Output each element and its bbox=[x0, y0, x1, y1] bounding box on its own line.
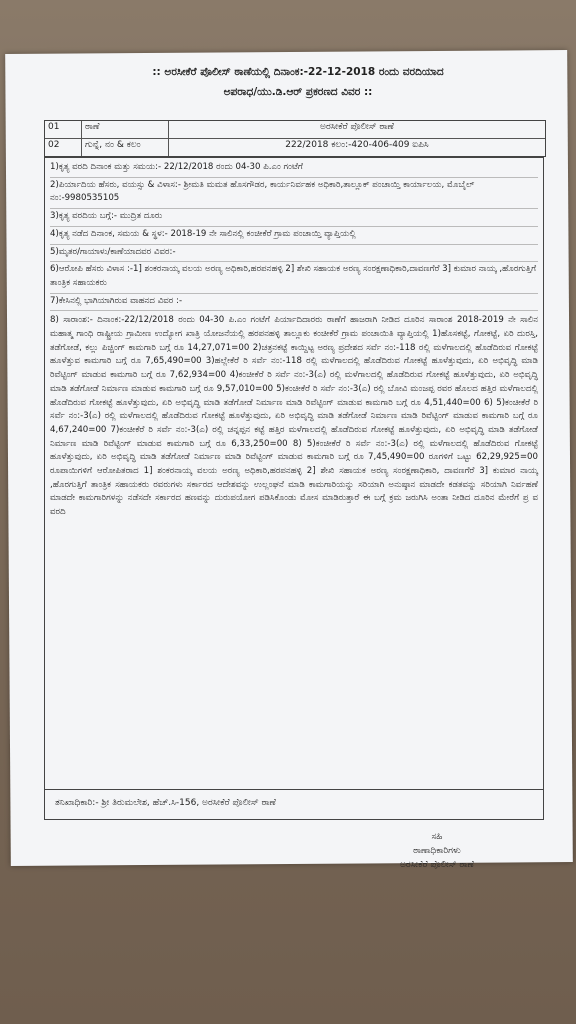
detail-line: 4)ಕೃತ್ಯ ನಡೆದ ದಿನಾಂಕ, ಸಮಯ & ಸ್ಥಳ:- 2018-19 ನೇ ಸಾಲಿನಲ್ಲಿ ಕಂಚೀಕೆರೆ ಗ್ರಾಮ ಪಂಚಾಯ್ತಿ ವ್ಯಾಪ್ತಿಯಲ್ಲಿ bbox=[50, 228, 538, 245]
case-details bbox=[44, 157, 544, 790]
row-value: ಅರಸೀಕೆರೆ ಪೊಲೀಸ್ ಠಾಣೆ bbox=[320, 122, 394, 132]
signature-title: ಠಾಣಾಧಿಕಾರಿಗಳು bbox=[413, 846, 461, 856]
detail-line: 6)ಆರೋಪಿ ಹೆಸರು ವಿಳಾಸ :-1] ಶಂಕರನಾಯ್ಕ ವಲಯ ಅರಣ್ಯ ಅಧಿಕಾರಿ,ಹರಪನಹಳ್ಳಿ 2] ಶೇಖಿ ಸಹಾಯಕ ಅರಣ್ಯ ಸಂರಕ್ಷಣಾಧಿಕಾರಿ,ದಾವಣಗೆರೆ 3] ಕುಮಾರ ನಾಯ್ಕ ,ಹೊರಗುತ್ತಿಗೆ ತಾಂತ್ರಿಕ ಸಹಾಯಕರು bbox=[50, 263, 538, 293]
header-line-2: ಅಪರಾಧ/ಯು.ಡಿ.ಆರ್ ಪ್ರಕರಣದ ವಿವರ :: bbox=[223, 86, 373, 98]
details-table bbox=[44, 120, 546, 157]
row-number: 02 bbox=[45, 139, 82, 156]
header-line-1: :: ಅರಸೀಕೆರೆ ಪೊಲೀಸ್ ಠಾಣೆಯಲ್ಲಿ ದಿನಾಂಕ:-22-12-2018 ರಂದು ವರದಿಯಾದ bbox=[152, 66, 444, 78]
row-label: ಗುನ್ನೆ, ನಂ & ಕಲಂ bbox=[82, 139, 169, 156]
row-number: 01 bbox=[45, 121, 82, 138]
investigating-officer: ತನಿಖಾಧಿಕಾರಿ:- ಶ್ರೀ ತಿರುಮಲೇಶ, ಹೆಚ್.ಸಿ-156, ಅರಸೀಕೆರೆ ಪೊಲೀಸ್ ಠಾಣೆ bbox=[44, 790, 544, 820]
signature-line: ಸಹಿ bbox=[431, 832, 443, 842]
table-row bbox=[45, 121, 545, 139]
detail-line: 3)ಕೃತ್ಯ ವರದಿಯ ಬಗ್ಗೆ:- ಮುದ್ರಿತ ದೂರು bbox=[50, 210, 538, 227]
detail-line: 5)ಮೃತರ/ಗಾಯಾಳು/ಕಾಣೆಯಾದವರ ವಿವರ:- bbox=[50, 246, 538, 263]
detail-line: 1)ಕೃತ್ಯ ವರದಿ ದಿನಾಂಕ ಮತ್ತು ಸಮಯ:- 22/12/2018 ರಂದು 04-30 ಪಿ.ಎಂ ಗಂಟೆಗೆ bbox=[50, 161, 538, 178]
case-summary: 8) ಸಾರಾಂಶ:- ದಿನಾಂಕ:-22/12/2018 ರಂದು 04-30 ಪಿ.ಎಂ ಗಂಟೆಗೆ ಪಿರ್ಯಾದಿದಾರರು ಠಾಣೆಗೆ ಹಾಜರಾಗಿ ನೀಡಿದ ದೂರಿನ ಸಾರಾಂಶ 2018-2019 ನೇ ಸಾಲಿನ ಮಹಾತ್ಮ ಗಾಂಧಿ ರಾಷ್ಟ್ರೀಯ ಗ್ರಾಮೀಣ ಉದ್ಯೋಗ ಖಾತ್ರಿ ಯೋಜನೆಯಲ್ಲಿ ಹರಪನಹಳ್ಳಿ ತಾಲ್ಲೂಕು ಕಂಚೀಕೆರೆ ಗ್ರಾಮ ಪಂಚಾಯಿತಿ ವ್ಯಾಪ್ತಿಯಲ್ಲಿ 1)ಹೊಸಕಟ್ಟೆ, ಗೋಕಟ್ಟೆ, ಏರಿ ದುರಸ್ತಿ, ತಡೆಗೋಡೆ, ಕಲ್ಲು ಪಿಚ್ಚಿಂಗ್ ಕಾಮಗಾರಿ ಬಗ್ಗೆ ರೂ 14,27,071=00 2)ಚತ್ರನಕಟ್ಟೆ ಕಾಯ್ದಿಟ್ಟ ಅರಣ್ಯ ಪ್ರದೇಶದ ಸರ್ವೆ ನಂ:-118 ರಲ್ಲಿ ಮಳೆಗಾಲದಲ್ಲಿ ಹೊಡೆದಿರುವ ಗೋಕಟ್ಟೆ ಹೂಳೆತ್ತುವ ಕಾಮಗಾರಿ ಬಗ್ಗೆ ರೂ 7,65,490=00 3)ಹಲ್ಲೇಕೆರೆ ರಿ ಸರ್ವೆ ನಂ:-118 ರಲ್ಲಿ ಮಳೆಗಾಲದಲ್ಲಿ ಹೊಡೆದಿರುವ ಗೋಕಟ್ಟೆ ಹೂಳೆತ್ತುವುದು, ಏರಿ ಅಭಿವೃದ್ಧಿ ಮಾಡಿ ರಿವೆಟ್ಟಿಂಗ್ ಮಾಡುವ ಕಾಮಗಾರಿ ಬಗ್ಗೆ ರೂ 7,62,934=00 4)ಕಂಚೀಕೆರೆ ರಿ ಸರ್ವೆ ನಂ:-3(ಎ) ರಲ್ಲಿ ಮಳೆಗಾಲದಲ್ಲಿ ಹೊಡೆದಿರುವ ಗೋಕಟ್ಟೆ ಹೂಳೆತ್ತುವುದು, ಏರಿ ಅಭಿವೃದ್ಧಿ ಮಾಡಿ ತಡೆಗೋಡೆ ನಿರ್ಮಾಣ ಮಾಡುವ ಕಾಮಗಾರಿ ಬಗ್ಗೆ ರೂ 9,57,010=00 5)ಕಂಚೀಕೆರೆ ರಿ ಸರ್ವೆ ನಂ:-3(ಎ) ರಲ್ಲಿ ಬೋವಿ ಮಂಜಪ್ಪ ರವರ ಹೊಲದ ಹತ್ತಿರ ಮಳೆಗಾಲದಲ್ಲಿ ಹೊಡೆದಿರುವ ಗೋಕಟ್ಟೆ ಹೂಳೆತ್ತುವುದು, ಏರಿ ಅಭಿವೃದ್ಧಿ ಮಾಡಿ ತಡೆಗೋಡೆ ನಿರ್ಮಾಣ ಮಾಡಿ ರಿವೆಟ್ಟಿಂಗ್ ಮಾಡುವ ಕಾಮಗಾರಿ ಬಗ್ಗೆ ರೂ 4,51,440=00 6) 5)ಕಂಚೀಕೆರೆ ರಿ ಸರ್ವೆ ನಂ:-3(ಎ) ರಲ್ಲಿ ಮಳೆಗಾಲದಲ್ಲಿ ಹೊಡೆದಿರುವ ಗೋಕಟ್ಟೆ ಹೂಳೆತ್ತುವುದು, ಏರಿ ಅಭಿವೃದ್ಧಿ ಮಾಡಿ ತಡೆಗೋಡೆ ನಿರ್ಮಾಣ ಮಾಡಿ ರಿವೆಟ್ಟಿಂಗ್ ಮಾಡುವ ಕಾಮಗಾರಿ ಬಗ್ಗೆ ರೂ 4,67,240=00 7)ಕಂಚೀಕೆರೆ ರಿ ಸರ್ವೆ ನಂ:-3(ಎ) ರಲ್ಲಿ ಚನ್ನಪ್ಪನ ಕಟ್ಟೆ ಹತ್ತಿರ ಮಳೆಗಾಲದಲ್ಲಿ ಹೊಡೆದಿರುವ ಗೋಕಟ್ಟೆ ಹೂಳೆತ್ತುವುದು, ಏರಿ ಅಭಿವೃದ್ಧಿ ಮಾಡಿ ತಡೆಗೋಡೆ ನಿರ್ಮಾಣ ಮಾಡಿ ರಿವೆಟ್ಟಿಂಗ್ ಮಾಡುವ ಕಾಮಗಾರಿ ಬಗ್ಗೆ ರೂ 6,33,250=00 8) 5)ಕಂಚೀಕೆರೆ ರಿ ಸರ್ವೆ ನಂ:-3(ಎ) ರಲ್ಲಿ ಮಳೆಗಾಲದಲ್ಲಿ ಹೊಡೆದಿರುವ ಗೋಕಟ್ಟೆ ಹೂಳೆತ್ತುವುದು, ಏರಿ ಅಭಿವೃದ್ಧಿ ಮಾಡಿ ತಡೆಗೋಡೆ ನಿರ್ಮಾಣ ಮಾಡಿ ರಿವೆಟ್ಟಿಂಗ್ ಮಾಡುವ ಕಾಮಗಾರಿ ಬಗ್ಗೆ ರೂ 7,45,490=00 ರೂಗಳಿಗೆ ಒಟ್ಟು 62,29,925=00 ರೂಪಾಯಿಗಳಿಗೆ ಆರೋಪಿತರಾದ 1] ಶಂಕರನಾಯ್ಕ ವಲಯ ಅರಣ್ಯ ಅಧಿಕಾರಿ,ಹರಪನಹಳ್ಳಿ 2] ಶೇಖಿ ಸಹಾಯಕ ಅರಣ್ಯ ಸಂರಕ್ಷಣಾಧಿಕಾರಿ, ದಾವಣಗೆರೆ 3] ಕುಮಾರ ನಾಯ್ಕ ,ಹೊರಗುತ್ತಿಗೆ ತಾಂತ್ರಿಕ ಸಹಾಯಕರು ರವರುಗಳು ಸರ್ಕಾರದ ಆದೇಶವನ್ನು ಉಲ್ಲಂಘನೆ ಮಾಡಿ ಕಾಮಗಾರಿಯನ್ನು ಸರಿಯಾಗಿ ಅನುಷ್ಠಾನ ಮಾಡದೇ ಕಡತವನ್ನು ಸರಿಯಾಗಿ ನಿರ್ವಹಣೆ ಮಾಡದೇ ಕಾಮಗಾರಿಗಳನ್ನು ನಡೆಸದೇ ಸರ್ಕಾರದ ಹಣವನ್ನು ದುರುಪಯೋಗ ಪಡಿಸಿಕೊಂಡು ಮೋಸ ಮಾಡಿರುತ್ತಾರೆ ಈ ಬಗ್ಗೆ ಕ್ರಮ ಜರುಗಿಸಿ ಅಂತಾ ನೀಡಿದ ದೂರಿನ ಮೇರೆಗೆ ಪ್ರ ವ ವರದಿ bbox=[50, 315, 538, 518]
signature-station: ಅರಸೀಕೆರೆ ಪೊಲೀಸ್ ಠಾಣೆ bbox=[400, 860, 474, 870]
row-value: 222/2018 ಕಲಂ:-420-406-409 ಐಪಿಸಿ bbox=[285, 140, 429, 150]
row-label: ಠಾಣೆ bbox=[82, 121, 169, 138]
document-header bbox=[40, 62, 556, 102]
detail-line: 2)ಪಿರ್ಯಾದಿಯ ಹೆಸರು, ವಯಸ್ಸು & ವಿಳಾಸ:- ಶ್ರೀಮತಿ ಮಮತ ಹೊಸಗೌಡರ, ಕಾರ್ಯನಿರ್ವಹಕ ಅಧಿಕಾರಿ,ತಾಲ್ಲೂಕ್ ಪಂಚಾಯ್ತಿ ಕಾರ್ಯಾಲಯ, ಮೊಬೈಲ್ ನಂ:-9980535105 bbox=[50, 179, 538, 209]
detail-line: 7)ಕೇಸಿನಲ್ಲಿ ಭಾಗಿಯಾಗಿರುವ ವಾಹನದ ವಿವರ :- bbox=[50, 295, 538, 312]
table-row bbox=[45, 139, 545, 156]
signature-block bbox=[400, 830, 474, 872]
